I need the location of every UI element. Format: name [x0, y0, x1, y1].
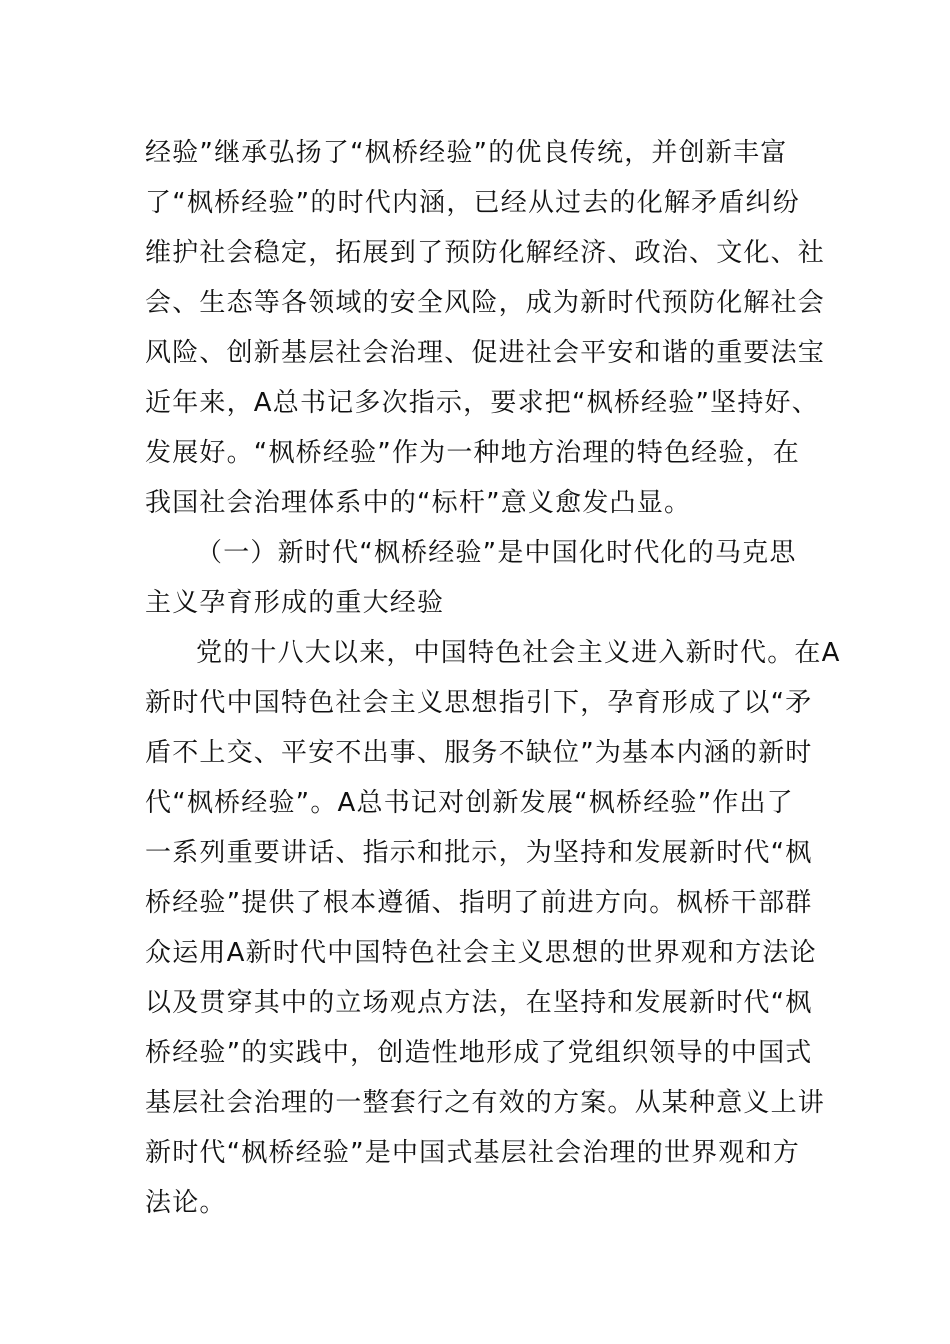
text-line: 风险、创新基层社会治理、促进社会平安和谐的重要法宝 [145, 338, 826, 368]
text-line: 一系列重要讲话、指示和批示，为坚持和发展新时代“枫 [145, 838, 813, 868]
text-line: 代“枫桥经验”。A总书记对创新发展“枫桥经验”作出了 [145, 788, 794, 818]
text-line: 新时代“枫桥经验”是中国式基层社会治理的世界观和方 [145, 1138, 800, 1168]
text-line: 发展好。“枫桥经验”作为一种地方治理的特色经验，在 [145, 438, 800, 468]
text-line: 我国社会治理体系中的“标杆”意义愈发凸显。 [145, 488, 692, 518]
text-line: 桥经验”的实践中，创造性地形成了党组织领导的中国式 [145, 1038, 813, 1068]
section-heading-line: 主义孕育形成的重大经验 [145, 588, 445, 618]
text-line: 了“枫桥经验”的时代内涵，已经从过去的化解矛盾纠纷 [145, 188, 800, 218]
text-line: 法论。 [145, 1188, 227, 1218]
text-line: 经验”继承弘扬了“枫桥经验”的优良传统，并创新丰富 [145, 138, 788, 168]
text-line: 众运用A新时代中国特色社会主义思想的世界观和方法论 [145, 938, 817, 968]
text-line: 基层社会治理的一整套行之有效的方案。从某种意义上讲 [145, 1088, 826, 1118]
text-line: 维护社会稳定，拓展到了预防化解经济、政治、文化、社 [145, 238, 826, 268]
text-line: 桥经验”提供了根本遵循、指明了前进方向。枫桥干部群 [145, 888, 813, 918]
text-line: 会、生态等各领域的安全风险，成为新时代预防化解社会 [145, 288, 826, 318]
text-line: 盾不上交、平安不出事、服务不缺位”为基本内涵的新时 [145, 738, 813, 768]
text-line: 以及贯穿其中的立场观点方法，在坚持和发展新时代“枫 [145, 988, 813, 1018]
text-line: 新时代中国特色社会主义思想指引下，孕育形成了以“矛 [145, 688, 813, 718]
section-heading-line: （一）新时代“枫桥经验”是中国化时代化的马克思 [196, 538, 797, 568]
paragraph-first-line: 党的十八大以来，中国特色社会主义进入新时代。在A [196, 638, 841, 668]
text-line: 近年来，A总书记多次指示，要求把“枫桥经验”坚持好、 [145, 388, 819, 418]
